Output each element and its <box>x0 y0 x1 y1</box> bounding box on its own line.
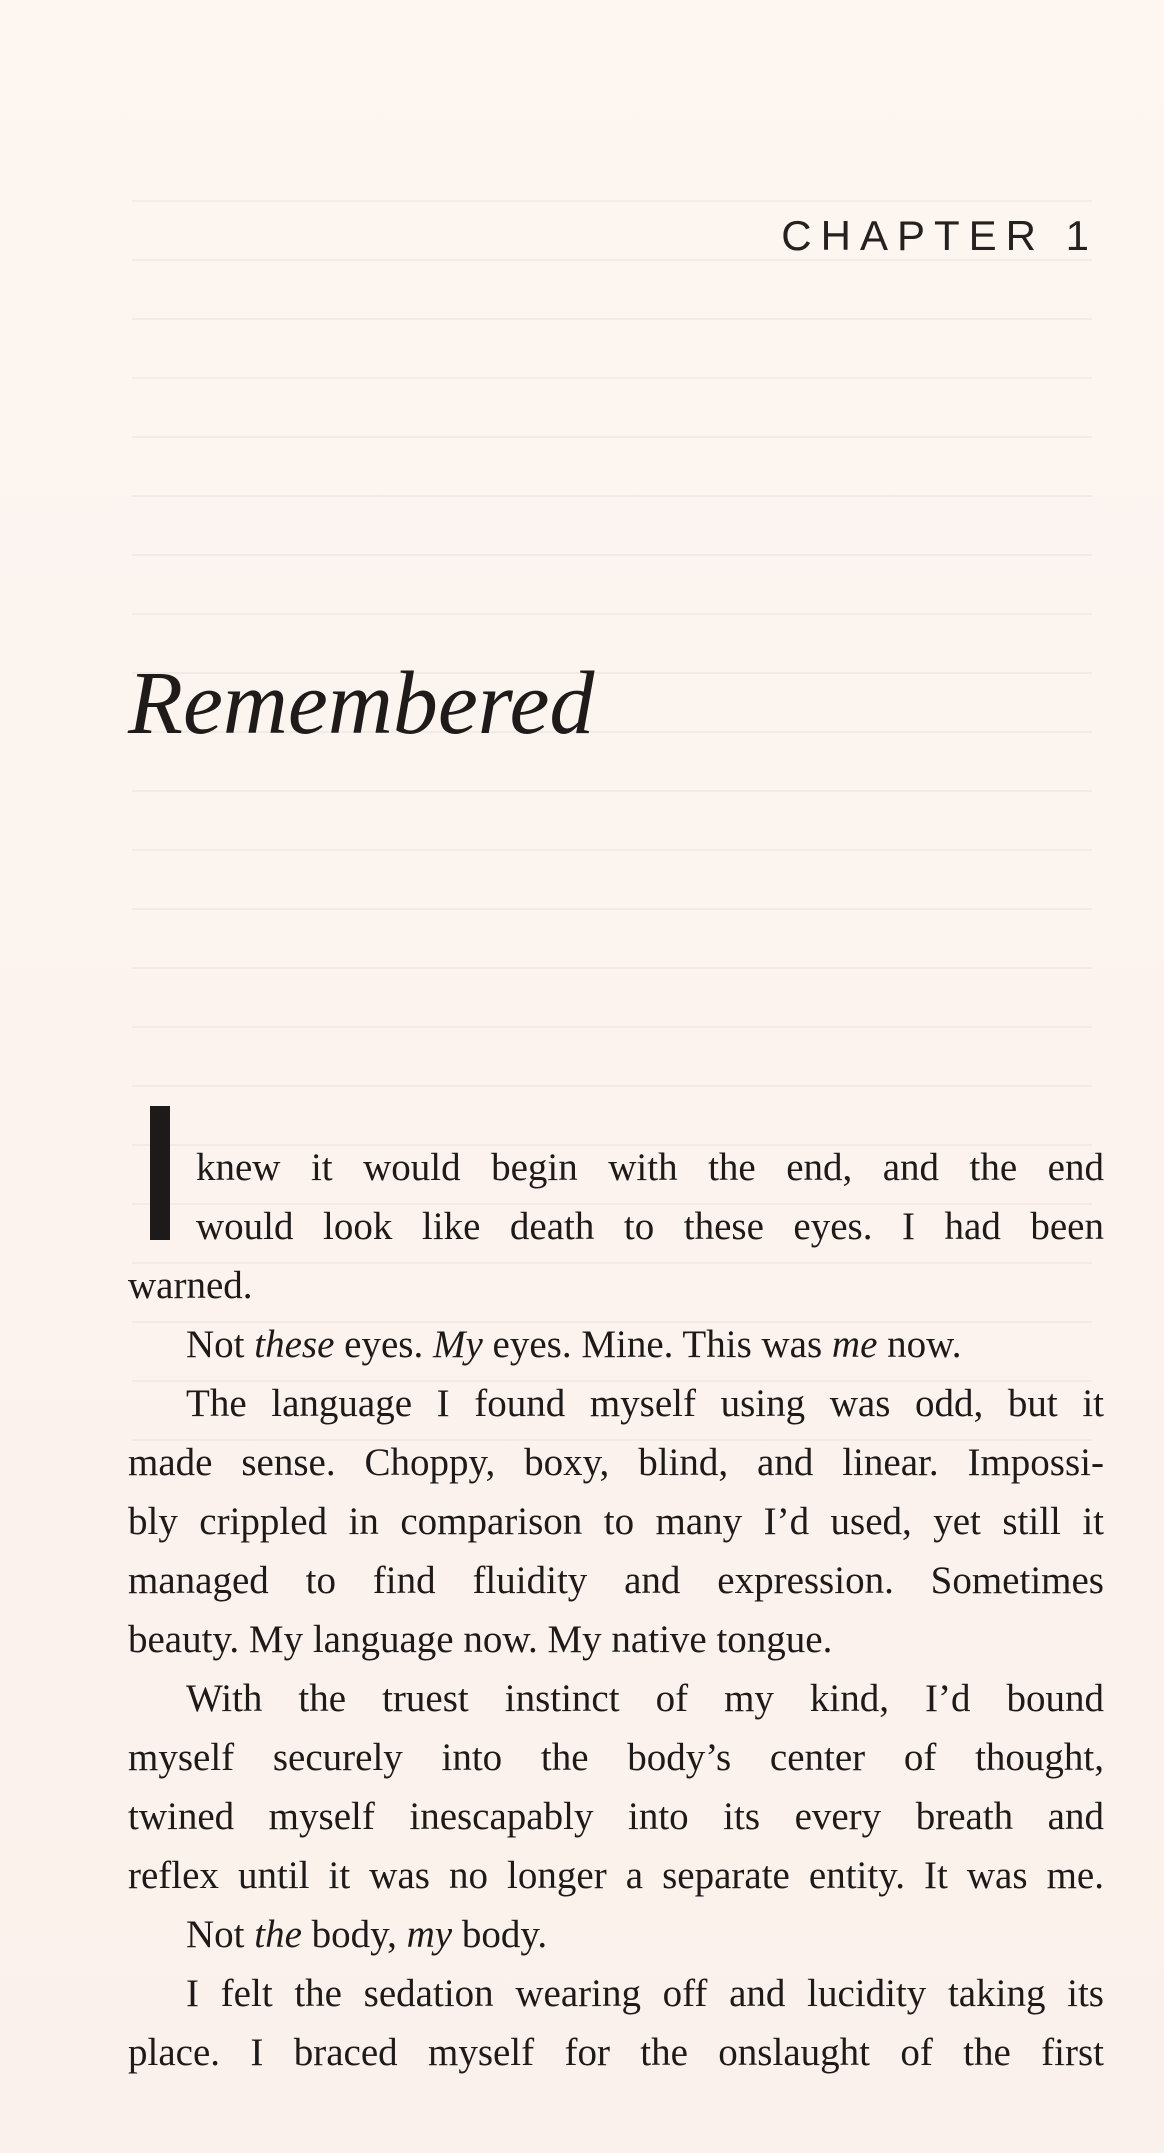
paragraph-4-line-3: twined myself inescapably into its every breath and <box>128 1795 1104 1838</box>
text-run: body, <box>301 1913 407 1956</box>
text-run: eyes. <box>334 1323 433 1366</box>
paragraph-3-line-2: made sense. Choppy, boxy, blind, and linear. Impossi- <box>128 1441 1104 1484</box>
paragraph-1-line-2: would look like death to these eyes. I had been <box>196 1205 1104 1248</box>
paragraph-4-line-2: myself securely into the body’s center of thought, <box>128 1736 1104 1779</box>
paragraph-3-line-5: beauty. My language now. My native tongue. <box>128 1618 833 1661</box>
emphasis: my <box>406 1913 453 1956</box>
text-run: body. <box>452 1913 548 1956</box>
paragraph-3-line-3: bly crippled in comparison to many I’d used, yet still it <box>128 1500 1104 1543</box>
chapter-title: Remembered <box>128 654 595 753</box>
text-run: now. <box>877 1323 962 1366</box>
text-run: Not <box>186 1323 255 1366</box>
paragraph-3-line-1: The language I found myself using was odd, but it <box>186 1382 1104 1425</box>
paragraph-3-line-4: managed to find fluidity and expression. Sometimes <box>128 1559 1104 1602</box>
paragraph-1-line-1 <box>128 1138 1104 1197</box>
paragraph-6-line-1: I felt the sedation wearing off and lucidity taking its <box>186 1972 1104 2015</box>
drop-cap-letter-i <box>150 1106 170 1240</box>
emphasis: the <box>254 1913 302 1956</box>
emphasis: me <box>831 1323 878 1366</box>
emphasis: these <box>254 1323 335 1366</box>
chapter-label: CHAPTER 1 <box>781 212 1098 259</box>
paragraph-1-text: knew it would begin with the end, and the end <box>196 1146 1104 1189</box>
paragraph-6-line-2: place. I braced myself for the onslaught of the first <box>128 2031 1104 2074</box>
paragraph-1-line-3: warned. <box>128 1264 253 1307</box>
paragraph-2 <box>128 1315 1104 1374</box>
text-run: eyes. Mine. This was <box>482 1323 832 1366</box>
paragraph-4-line-1: With the truest instinct of my kind, I’d bound <box>186 1677 1104 1720</box>
paragraph-5 <box>128 1905 1104 1964</box>
chapter-body <box>128 1138 1104 2082</box>
text-run: Not <box>186 1913 255 1956</box>
emphasis: My <box>432 1323 483 1366</box>
paragraph-4-line-4: reflex until it was no longer a separate entity. It was me. <box>128 1854 1104 1897</box>
